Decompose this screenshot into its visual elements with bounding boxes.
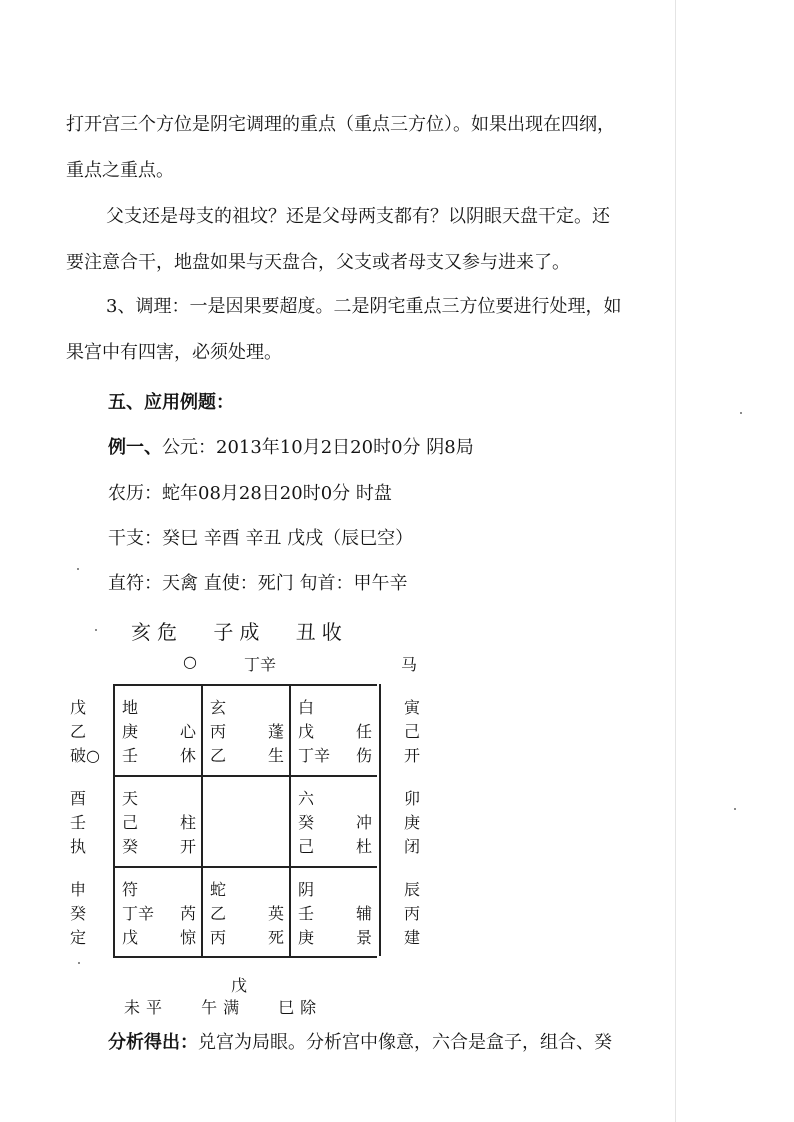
example-label: 例一、 (108, 437, 162, 458)
palace-row1-col2 (210, 696, 284, 768)
analysis-label: 分析得出： (108, 1032, 198, 1053)
cell-text: 任 (355, 722, 372, 741)
section-heading: 五、应用例题： (108, 392, 234, 413)
cell-text: 休 (179, 746, 196, 765)
chart-bottom-wu: 戊 (231, 976, 248, 995)
cell-text: 天 (122, 789, 139, 808)
palace-row1-col1 (122, 696, 196, 768)
cell-text: 英 (267, 904, 284, 923)
right-label: 卯 (404, 789, 421, 808)
paragraph-1-line-2: 重点之重点。 (66, 160, 174, 181)
left-label: 申 (70, 880, 87, 899)
cell-text: 蛇 (210, 880, 227, 899)
left-label: 癸 (70, 904, 87, 923)
cell-text: 庚 (122, 722, 139, 741)
grid-line-mid-1 (113, 775, 377, 777)
grid-line-bottom (113, 956, 377, 958)
palace-row3-col3 (298, 878, 372, 950)
cell-text: 地 (122, 698, 139, 717)
cell-text: 景 (355, 928, 372, 947)
chart-top-row: 亥危 子成 丑收 (131, 620, 348, 644)
right-label: 建 (404, 928, 421, 947)
cell-text: 戊 (122, 928, 139, 947)
right-label: 己 (404, 722, 421, 741)
example-zhifu: 直符：天禽 直使：死门 旬首：甲午辛 (108, 573, 408, 594)
paragraph-1-line-1: 打开宫三个方位是阴宅调理的重点（重点三方位）。如果出现在四纲， (66, 114, 615, 135)
left-label: 酉 (70, 789, 87, 808)
palace-row2-col1 (122, 787, 196, 859)
right-label: 丙 (404, 904, 421, 923)
cell-text: 冲 (355, 813, 372, 832)
chart-top-dingxin: 丁辛 (244, 655, 277, 674)
cell-text: 符 (122, 880, 139, 899)
scan-speck (77, 568, 79, 570)
left-label: 戊 (70, 698, 87, 717)
cell-text: 白 (298, 698, 315, 717)
cell-text: 乙 (210, 746, 227, 765)
right-label: 开 (404, 746, 421, 765)
grid-line-v1 (201, 684, 203, 956)
right-label: 寅 (404, 698, 421, 717)
paragraph-3 (66, 284, 706, 376)
paragraph-2-line-2: 要注意合干，地盘如果与天盘合，父支或者母支又参与进来了。 (66, 252, 570, 273)
paragraph-1 (66, 102, 706, 194)
palace-row1-col3 (298, 696, 372, 768)
cell-text: 生 (267, 746, 284, 765)
chart-bottom-row: 未平 午满 巳除 (124, 998, 323, 1017)
chart-top-circle: ○ (183, 652, 197, 671)
right-label: 辰 (404, 880, 421, 899)
left-label: 执 (70, 837, 87, 856)
cell-text: 癸 (298, 813, 315, 832)
palace-row2-col3 (298, 787, 372, 859)
right-label: 庚 (404, 813, 421, 832)
palace-row3-col1 (122, 878, 196, 950)
cell-text: 癸 (122, 837, 139, 856)
analysis-line (108, 1028, 612, 1054)
palace-row3-col2 (210, 878, 284, 950)
cell-text: 心 (179, 722, 196, 741)
left-label: 定 (70, 928, 87, 947)
right-labels-row-3 (404, 878, 420, 950)
left-labels-row-2 (70, 787, 86, 859)
cell-text: 玄 (210, 698, 227, 717)
cell-text: 芮 (179, 904, 196, 923)
cell-text: 壬 (298, 904, 315, 923)
scan-speck (95, 629, 97, 631)
cell-text: 柱 (179, 813, 196, 832)
left-labels-row-1 (70, 696, 100, 768)
left-label: 壬 (70, 813, 87, 832)
cell-text: 辅 (355, 904, 372, 923)
paragraph-3-line-1: 3、调理：一是因果要超度。二是阴宅重点三方位要进行处理，如 (106, 296, 622, 317)
paragraph-2 (66, 194, 706, 286)
cell-text: 戊 (298, 722, 315, 741)
left-label: 乙 (70, 722, 87, 741)
cell-text: 丙 (210, 722, 227, 741)
cell-text: 阴 (298, 880, 315, 899)
scan-speck (734, 808, 736, 810)
scan-speck (740, 412, 742, 414)
cell-text: 庚 (298, 928, 315, 947)
example-ganzhi: 干支：癸巳 辛酉 辛丑 戊戌（辰巳空） (108, 528, 414, 549)
cell-text: 乙 (210, 904, 227, 923)
example-solar-line (108, 433, 474, 459)
cell-text: 伤 (355, 746, 372, 765)
left-labels-row-3 (70, 878, 86, 950)
grid-line-top (113, 684, 377, 686)
cell-text: 丁辛 (122, 904, 155, 923)
scan-speck (78, 962, 80, 964)
cell-text: 丁辛 (298, 746, 331, 765)
cell-text: 惊 (179, 928, 196, 947)
example-solar: 公元：2013年10月2日20时0分 阴8局 (162, 437, 474, 458)
cell-text: 死 (267, 928, 284, 947)
grid-line-v2 (289, 684, 291, 956)
cell-text: 蓬 (267, 722, 284, 741)
cell-text: 壬 (122, 746, 139, 765)
example-lunar: 农历：蛇年08月28日20时0分 时盘 (108, 483, 392, 504)
right-labels-row-2 (404, 787, 420, 859)
paragraph-3-line-2: 果宫中有四害，必须处理。 (66, 342, 282, 363)
grid-line-mid-2 (113, 866, 377, 868)
cell-text: 己 (298, 837, 315, 856)
analysis-text: 兑宫为局眼。分析宫中像意，六合是盒子，组合、癸 (198, 1032, 612, 1053)
cell-text: 六 (298, 789, 315, 808)
cell-text: 己 (122, 813, 139, 832)
right-label: 闭 (404, 837, 421, 856)
right-labels-row-1 (404, 696, 420, 768)
cell-text: 丙 (210, 928, 227, 947)
paragraph-2-line-1: 父支还是母支的祖坟？还是父母两支都有？以阴眼天盘干定。还 (106, 206, 610, 227)
left-label: 破○ (70, 746, 100, 765)
chart-top-ma: 马 (401, 655, 418, 674)
cell-text: 开 (179, 837, 196, 856)
cell-text: 杜 (355, 837, 372, 856)
